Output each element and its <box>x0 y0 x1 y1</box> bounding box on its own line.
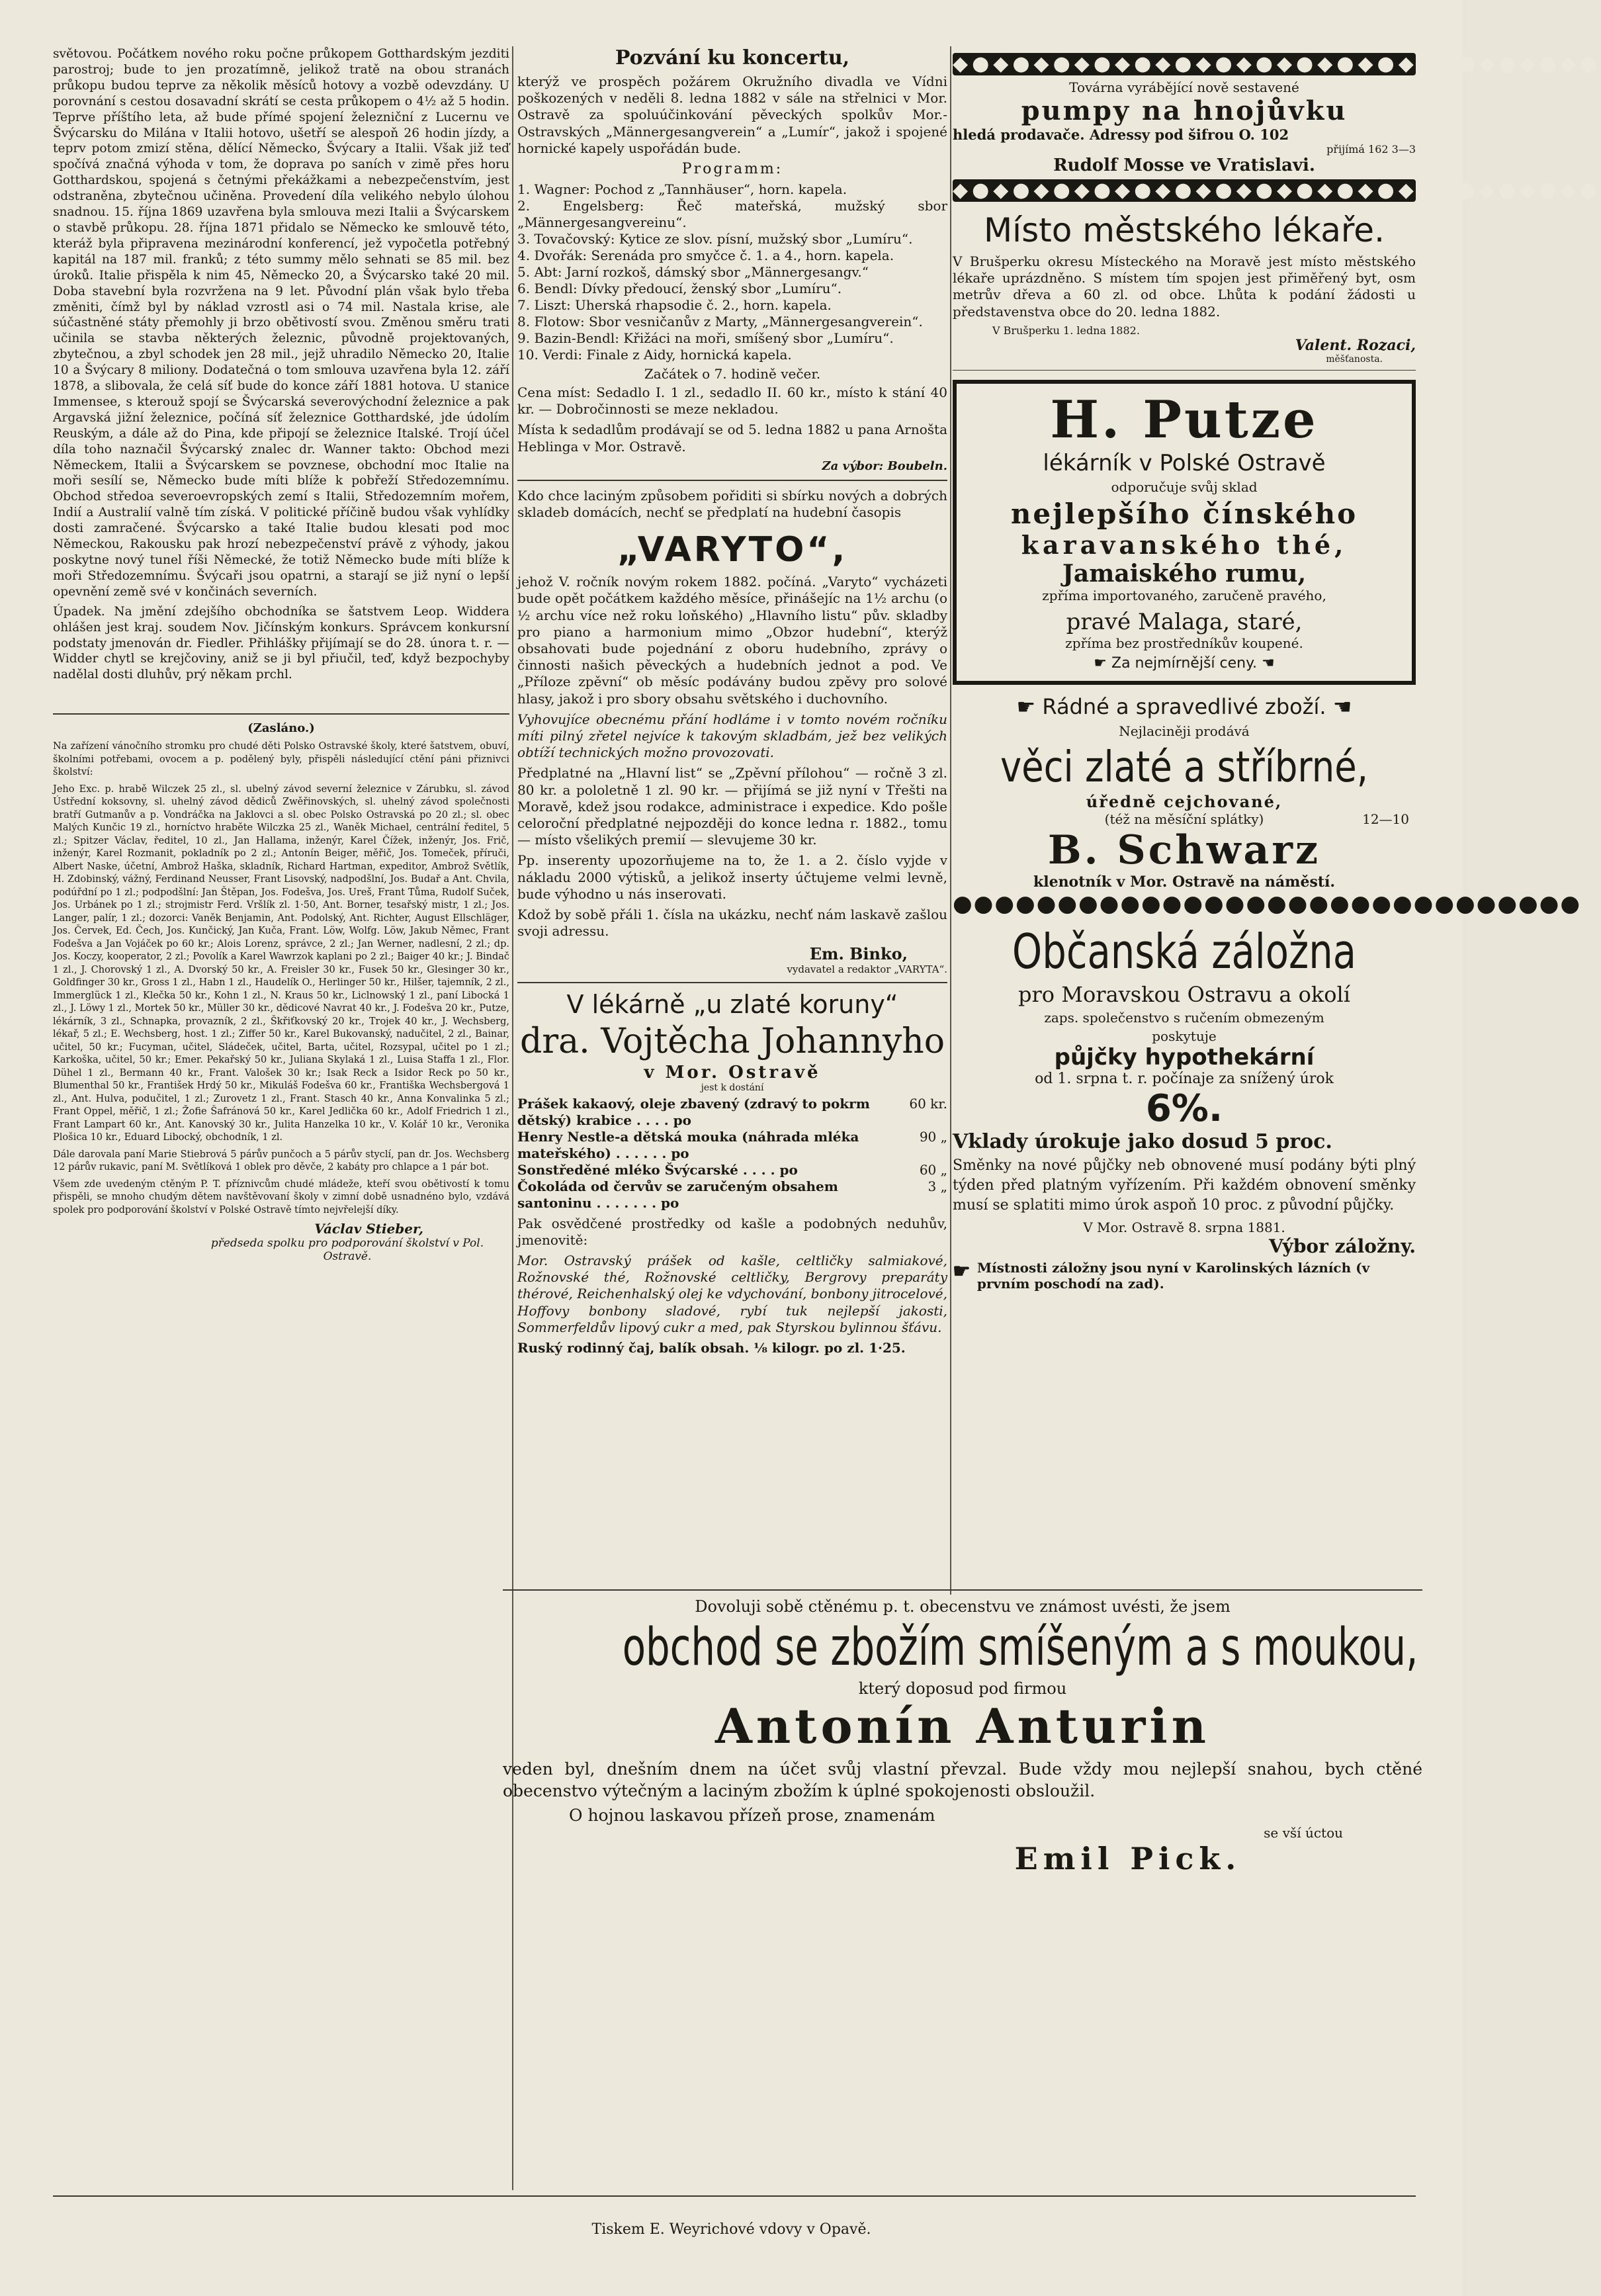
article-gotthard: světovou. Počátkem nového roku počne průkopem Gotthardským jezditi parostroj; bude to jen prozatímně, jelikož tratě na obou stranách průkopu budou teprve za několik měsíců hotovy a vozbě odevzdány. U porovnání s cestou dosavadní skrátí se cesta průkopem o 4½ až 5 hodin. Teprve příštího leta, až bude přímé spojení železniční z Lucernu ve Švýcarsku do Milána v Italii hotovo, ušetří se alespoň 26 hodin jízdy, a teprv potom zmizí stěna, dělící Německo, Švýcary a Italii. Však již teď spočívá značná výhoda v tom, že doprava po saních v zimě přes horu Gotthardskou, spojená s četnými překážkami a nebezpečenstvím, jest odstraněna, zbytečnou učiněna. Provedení díla velikého nebylo úlohou snadnou. 15. října 1869 uzavřena byla smlouva mezi Italii a Švýcarskem o stavbě průkopu. 28. října 1871 přidalo se Německo ke smlouvě této, kteráž byla připravena mezinárodní konferencí, jež vypočetla potřebný kapitál na 187 mil. franků; z této summy mělo sehnati se 85 mil. bez úroků. Italie přispěla k nim 45, Německo 20, a Švýcarsko také 20 mil. Doba stavební byla rozvržena na 9 let. Původní plán však bylo třeba změniti, čímž byl by náklad vzrostl asi o 74 mil. Nastala krise, ale súčastněné státy přemohly ji brzo obětivostí svou. Změnou směru trati učinila se stavba některých železnic, původně projektovaných, zbytečnou, a zbyl schodek jen 28 mil., jejž uhradilo Německo 20, Italie 10 a Švýcary 8 miliony. Dodatečná o tom smlouva uzavřena byla 12. září 1878, a slibovala, že celá síť bude do konce září 1881 hotova. U stanice Immensee, s kterouž spojí se Švýcarská severovýchodní železnice a pak Argavská jižní železnice, počíná síť železnice Gotthardské, jde údolím Reuským, a dále až do Pina, kde připojí se železnice Italské. Trojí účel díla toho naznačil Švýcarský znalec dr. Wanner takto: Obchod mezi Německem, Italii a Švýcarskem se povznese, obchodní moc Italie na moři sesílí se, Německo bude míti blíže k pobřeží Středozemnímu. Obchod středoa severoevropských zemí s Italii, Středozemním mořem, Indií a Australií valně tím získá. V politické příčině budou však vyhlídky dosti zamračené. Švýcarsko a také Italie budou klesati pod moc Německou, Rakousku pak hrozí nebezpečenství právě z výhody, jakou poskytne nový tunel říši Německé, že totiž Německo bude míti blíže k moři Středozemnímu. Švýcaři jsou opatrni, a starají se již nyní o lepší opevnění země své v končinách severních. <box>53 47 509 599</box>
schwarz-big: věci zlaté a stříbrné, <box>1000 742 1369 792</box>
varyto-title: „VARYTO“, <box>617 530 848 570</box>
bank-line3: poskytuje <box>1152 1028 1217 1044</box>
bank-sig: Výbor záložny. <box>1268 1235 1416 1257</box>
price-value: 3 „ <box>928 1178 947 1194</box>
putze-line1: lékárník v Polské Ostravě <box>1043 449 1326 476</box>
zaslano-donors: Jeho Exc. p. hrabě Wilczek 25 zl., sl. ubelný závod severní železnice v Zárubku, sl. závod Ústřední koksovny, sl. uhelný závod dědiců Zwěřinovských, sl. uhelný závod společnosti bratří Gutmanův a p. Vondráčka na Jaklovci a sl. obec Polsko Ostravská po 20 zl.; sl. obec Malých Kunčic 19 zl., horníctvo hraběte Wilczka 25 zl., Waněk Michael, centrální ředitel, 5 zl.; Spitzer Václav, ředitel, 10 zl., Jan Hallama, inženýr, Karel Čížek, inženýr, Jos. Frič, inženýr, Karel Rozmanit, pokladník po 2 zl.; Antonín Beiger, měřič, Jos. Tomeček, příruči, Albert Naske, účetní, Ambrož Haška, skladník, Richard Hartman, expeditor, Ambrož Světlík, H. Zdobinský, vážný, Ferdinand Neusser, Frant Lisovský, nadpodšlní, Jos. Budař a Ant. Chvila, podúřdní po 1 zl.; podpodšlní: Jan Štěpan, Jos. Fodešva, Jos. Ureš, Frant Tůma, Rudolf Suček, Jos. Urbánek po 1 zl.; strojmistr Ferd. Vršlík zl. 1·50, Ant. Borner, tesařský mistr, 1 zl.; Jos. Langer, palír, 1 zl.; dozorci: Vaněk Benjamin, Ant. Podolský, Ant. Richter, August Ellschläger, Jos. Červek, Ed. Čech, Jos. Kunčický, Jan Kuča, Frant. Löw, Wolfg. Löw, Jakub Němec, Frant Fodešva a Jan Vojáček po 60 kr.; Alois Lorenz, správce, 2 zl.; Jan Werner, nadlesní, 2 zl.; dp. Jos. Koczy, kooperator, 2 zl.; Povolík a Karel Wawrzok kaplani po 2 zl.; Baiger 40 kr.; J. Bindač 1 zl., J. Chorovský 1 zl., A. Dvorský 50 kr., A. Freisler 30 kr., Fusek 50 kr., Glesinger 30 kr., Goldfinger 30 kr., Gross 1 zl., Habn 1 zl., Haudelík O., Herlinger 50 kr., Hilšer, tajemník, 2 zl., Immerglück 1 zl., Klečka 50 kr., Kohn 1 zl., N. Kraus 50 kr., Liclnowský 1 zl., paní Libocká 1 zl., J. Löwy 1 zl., Mortek 50 kr., Müller 30 kr., dědicové Navrat 40 kr., J. Fodešva 20 kr., Putze, lékárník, 3 zl., Schnapka, provazník, 2 zl., Škřiťkovský 20 kr., Trojek 40 kr., J. Wechsberg, lékař, 5 zl.; E. Wechsberg, host. 1 zl.; Ziffer 50 kr., Karel Bukovanský, nadučitel, 2 zl., Bainar, učitel, 50 kr.; Fucyman, učitel, Sládeček, učitel, Barta, učitel, Rozsypal, učitel po 1 zl.; Karkoška, učitel, 50 kr.; Emer. Pekařský 50 kr., Juliana Skylaká 1 zl., Luisa Staffa 1 zl., Flor. Dühel 1 zl., Bermann 40 kr., Frant. Valošek 30 kr.; Isak Reck a Isidor Reck po 50 kr., Blumenthal 50 kr., František Hrdý 50 kr., Mikuláš Fodešva 60 kr., Františka Wechsbergová 1 zl., Ant. Hulva, podučitel, 1 zl.; Zurovetz 1 zl., Frant. Stasch 40 kr., Anna Konvalinka 5 zl.; Frant Oppel, měřič, 1 zl.; Žofie Šafránová 50 kr., Karel Jedlička 60 kr., Adolf Friedrich 1 zl., Frant Lampart 60 kr., Ant. Kanovský 30 kr., Julita Hanzelka 10 kr., V. Kolář 10 kr., Veronika Plošica 10 kr., Eduard Libocký, obchodník, 1 zl. <box>53 783 509 1143</box>
putze-line2: odporučuje svůj sklad <box>1111 478 1258 495</box>
pointing-hand-icon: ☛ <box>953 1259 971 1283</box>
program-item: 6. Bendl: Dívky předoucí, ženský sbor „Lumíru“. <box>517 281 842 297</box>
pumpy-line3: přijímá 162 3—3 <box>1326 143 1416 155</box>
putze-line3: nejlepšího čínského <box>1010 497 1358 530</box>
bottom-rule <box>53 2195 1416 2197</box>
pharmacy-head: V lékárně „u zlaté koruny“ <box>566 989 898 1019</box>
divider <box>53 713 509 715</box>
bank-date: V Mor. Ostravě 8. srpna 1881. <box>1083 1219 1285 1235</box>
zaslano-gifts: Dále darovala paní Marie Stiebrová 5 párův punčoch a 5 párův styclí, pan dr. Jos. Wechsberg 12 párův rukavic, paní M. Světlíková 1 oblek pro děvče, 2 kabáty pro chlapce a 1 pár bot. <box>53 1149 509 1173</box>
ornament-band: ◆●◆●◆●◆●◆●◆●◆●◆●◆●◆●◆●◆●◆●◆●◆●◆● <box>953 52 1601 75</box>
bank-location: Místnosti záložny jsou nyní v Karolinských lázních (v prvním poschodí na zad). <box>976 1259 1370 1292</box>
doctor-sig: Valent. Rozaci, <box>1295 336 1416 354</box>
putze-line9-row <box>966 655 1403 672</box>
varyto-ad <box>517 488 947 975</box>
putze-line5: Jamaiského rumu, <box>1062 559 1307 588</box>
zaslano-title: (Zasláno.) <box>247 721 315 736</box>
anturin-respect: se vší úctou <box>1264 1825 1343 1841</box>
program-list <box>517 181 947 363</box>
divider <box>517 480 947 481</box>
price-item: Čokoláda od červův se zaručeným obsahem santoninu . . . . . . . po <box>517 1178 838 1211</box>
concert-start: Začátek o 7. hodině večer. <box>644 366 821 382</box>
column-middle <box>517 46 947 1360</box>
pharmacy-available: jest k dostání <box>701 1082 764 1093</box>
pumpy-line1: Továrna vyrábějící nově sestavené <box>1069 79 1299 95</box>
schwarz-line1: úředně cejchované, <box>1086 791 1283 811</box>
article-upadek: Úpadek. Na jmění zdejšího obchodníka se šatstvem Leop. Widdera ohlášen jest kraj. soudem Nov. Jičínským konkurs. Správcem konkursní podstaty jmenován dr. Fiedler. Přihlášky přijímají se do 28. února t. r. — Widder chytl se krejčoviny, aniž se ji byl přiučil, teď, když bezpochyby nadělal dosti dluhův, prý někam prchl. <box>53 604 509 682</box>
varyto-body3: Předplatné na „Hlavní list“ se „Zpěvní přílohou“ — ročně 3 zl. 80 kr. a pololetně 1 zl. 90 kr. — přijímá se již nyní v Třešti na Moravě, kdež jsou rodakce, administrace i expedice. Kdo pošle celoroční předplatné nejpozději do konce ledna r. 1882., tomu — místo všelikých premií — slevujeme 30 kr. <box>517 765 947 848</box>
zaslano-section <box>53 740 509 1217</box>
pharmacy-tea: Ruský rodinný čaj, balík obsah. ⅛ kilogr. po zl. 1·25. <box>517 1339 906 1356</box>
varyto-body5: Kdož by sobě přáli 1. čísla na ukázku, nechť nám laskavě zašlou svoji adressu. <box>517 906 947 940</box>
ornament-dots: ●●●●●●●●●●●●●●●●●●●●●●●●●●●●●● <box>953 890 1582 917</box>
program-item: 5. Abt: Jarní rozkoš, dámský sbor „Männergesangv.“ <box>517 264 869 281</box>
schwarz-head-row <box>953 694 1416 719</box>
schwarz-sub: Nejlaciněji prodává <box>1119 723 1250 739</box>
concert-ad <box>517 46 947 473</box>
price-row <box>517 1129 947 1162</box>
varyto-sig: Em. Binko, <box>809 944 908 963</box>
bank-line1: pro Moravskou Ostravu a okolí <box>1018 981 1350 1007</box>
pharmacy-remedies: Mor. Ostravský prášek od kašle, celtličky salmiakové, Rožnovské thé, Rožnovské celtličky, Bergrovy preparáty thérové, Reichenhalský olej ke vdychování, bonbony jitrocelové, Hoffovy bonbony sladové, rybí tuk nejlepší jakosti, Sommerfeldův lipový cukr a med, pak Styrskou bylinnou šťávu. <box>517 1252 947 1335</box>
price-item: Henry Nestle-a dětská mouka (náhrada mléka mateřského) . . . . . . po <box>517 1128 859 1161</box>
divider <box>503 1589 1422 1591</box>
pharmacy-remedies-intro: Pak osvědčené prostředky od kašle a podobných neduhův, jmenovitě: <box>517 1215 947 1248</box>
concert-intro: kterýž ve prospěch požárem Okružního divadla ve Vídni poškozených v neděli 8. ledna 1882 v sále na střelnici v Mor. Ostravě za spoluúčinkování pěveckých spolkův Mor.-Ostravských „Männergesangverein“ a „Lumír“, jakož i spojené hornické kapely uspořádán bude. <box>517 73 947 156</box>
doctor-date: V Brušperku 1. ledna 1882. <box>992 324 1140 337</box>
anturin-closing: O hojnou laskavou přízeň prose, znamenám <box>569 1806 935 1825</box>
program-item: 9. Bazin-Bendl: Křižáci na moři, smíšený sbor „Lumíru“. <box>517 330 894 347</box>
varyto-lead: Kdo chce laciným způsobem pořiditi si sbírku nových a dobrých skladeb domácích, nechť se předplatí na hudební časopis <box>517 487 947 521</box>
pumpy-line2: hledá prodavače. Adressy pod šifrou O. 102 <box>953 126 1289 143</box>
concert-prices: Cena míst: Sedadlo I. 1 zl., sedadlo II. 60 kr., místo k stání 40 kr. — Dobročinnosti se meze nekladou. <box>517 384 947 418</box>
price-value: 60 „ <box>919 1161 947 1178</box>
bank-line5: od 1. srpna t. r. počínaje za snížený úrok <box>1035 1070 1334 1087</box>
schwarz-line3: klenotník v Mor. Ostravě na náměstí. <box>1033 873 1336 891</box>
pointing-hand-icon: ☛ <box>1094 654 1112 672</box>
pharmacy-ad <box>517 990 947 1357</box>
column-left <box>53 46 509 1263</box>
anturin-body: veden byl, dnešním dnem na účet svůj vlastní převzal. Bude vždy mou nejlepší snahou, bych ctěné obecenstvo výtečným a laciným zbožím k úplné spokojenosti obsloužil. <box>503 1759 1422 1800</box>
putze-line8: zpříma bez prostředníkův koupené. <box>1065 635 1303 651</box>
pumpy-title: pumpy na hnojůvku <box>1021 95 1348 126</box>
pumpy-ad <box>953 79 1416 175</box>
concert-committee: Za výbor: Boubeln. <box>822 459 947 473</box>
putze-name: H. Putze <box>1050 389 1319 450</box>
price-row <box>517 1096 947 1129</box>
doctor-ad <box>953 211 1416 365</box>
pharmacy-name: dra. Vojtěcha Johannyho <box>519 1021 945 1061</box>
bank-line4: půjčky hypothekární <box>1054 1043 1315 1071</box>
program-item: 3. Tovačovský: Kytice ze slov. písní, mužský sbor „Lumíru“. <box>517 231 913 247</box>
bank-title: Občanská záložna <box>1012 923 1357 979</box>
bank-deposits: Vklady úrokuje jako dosud 5 proc. <box>953 1129 1332 1153</box>
varyto-body4: Pp. inserenty upozorňujeme na to, že 1. a 2. číslo vyjde v nákladu 2000 výtisků, a jelikož inserty účtujeme velmi levně, bude výhodno u nás inserovati. <box>517 852 947 902</box>
schwarz-name: B. Schwarz <box>1047 826 1321 873</box>
schwarz-ad <box>953 694 1416 891</box>
doctor-body: V Brušperku okresu Místeckého na Moravě jest místo městského lékaře uprázdněno. S místem tím spojen jest přiměřený byt, osm metrův dřeva a 60 zl. od obce. Lhůta k podání žádosti u představenstva obce do 20. ledna 1882. <box>953 253 1416 320</box>
putze-line7: pravé Malaga, staré, <box>1066 608 1303 635</box>
bank-body: Směnky na nové půjčky neb obnovené musí podány býti plný týden před platným vyřízením. Při každém obnovení směnky musí se splatiti mimo úrok aspoň 10 proc. z původní půjčky. <box>953 1157 1416 1214</box>
pointing-hand-icon: ☚ <box>1326 693 1352 719</box>
pharmacy-place: v Mor. Ostravě <box>644 1062 821 1082</box>
anturin-ad <box>503 1589 1422 1877</box>
concert-tickets: Místa k sedadlům prodávají se od 5. ledna 1882 u pana Arnošta Heblinga v Mor. Ostravě. <box>517 421 947 455</box>
pharmacy-items <box>517 1096 947 1212</box>
pointing-hand-icon: ☚ <box>1256 654 1275 672</box>
column-rule <box>950 46 951 1595</box>
doctor-title: Místo městského lékaře. <box>984 211 1385 249</box>
program-item: 7. Liszt: Uherská rhapsodie č. 2., horn. kapela. <box>517 297 832 314</box>
signature: Václav Stieber, <box>314 1221 423 1237</box>
bank-line2: zaps. společenstvo s ručením obmezeným <box>1044 1009 1324 1026</box>
divider <box>517 982 947 983</box>
putze-ad <box>953 380 1416 685</box>
schwarz-ref: 12—10 <box>1362 811 1409 827</box>
concert-title: Pozvání ku koncertu, <box>615 46 850 69</box>
putze-line6: zpříma importovaného, zaručeně pravého, <box>1042 587 1326 603</box>
program-item: 1. Wagner: Pochod z „Tannhäuser“, horn. kapela. <box>517 181 847 198</box>
divider <box>953 370 1416 371</box>
schwarz-head: Rádné a spravedlivé zboží. <box>1042 693 1326 719</box>
varyto-body2: Vyhovujíce obecnému přání hodláme i v tomto novém ročníku míti pilný zřetel nejvíce k takovým skladbám, jež bez velikých obtíží technických možno provozovati. <box>517 711 947 761</box>
putze-line4: karavanského thé, <box>1021 529 1348 560</box>
program-item: 8. Flotow: Sbor vesničanův z Marty, „Männergesangverein“. <box>517 314 923 330</box>
putze-line9: Za nejmírnější ceny. <box>1111 654 1257 672</box>
zaslano-thanks: Všem zde uvedeným ctěným P. T. příznivcům chudé mládeže, kteří svou obětivostí k tomu přispěli, se mnoho chudým dětem navštěvovaní školy v zimní době usnadnéno bylo, vzdává spolek pro podporování školství v Polské Ostravě tímto nejvřelejší díky. <box>53 1178 509 1215</box>
column-right <box>953 52 1601 1292</box>
anturin-firm: Antonín Anturin <box>714 1698 1211 1754</box>
price-row <box>517 1162 947 1178</box>
zaslano-intro: Na zařízení vánočního stromku pro chudé děti Polsko Ostravské školy, které šatstvem, obuví, školními potřebami, ovocem a p. podělený byly, přispěli následující ctění páni přiznivci školství: <box>53 741 509 778</box>
bank-location-row <box>953 1260 1416 1292</box>
pointing-hand-icon: ☛ <box>1016 693 1043 719</box>
anturin-big: obchod se zbožím smíšeným a s moukou, <box>622 1618 1418 1677</box>
program-item: 2. Engelsberg: Řeč mateřská, mužský sbor „Männergesangvereinu“. <box>517 198 947 231</box>
price-value: 90 „ <box>919 1128 947 1145</box>
price-item: Sonstředěné mléko Švýcarské . . . . po <box>517 1161 798 1178</box>
price-row <box>517 1178 947 1212</box>
bank-rate: 6%. <box>1145 1086 1223 1130</box>
price-item: Prášek kakaový, oleje zbavený (zdravý to pokrm dětský) krabice . . . . po <box>517 1095 870 1128</box>
anturin-intro: Dovoluji sobě ctěnému p. t. obecenstvu ve známost uvésti, že jsem <box>695 1597 1231 1616</box>
varyto-sig-role: vydavatel a redaktor „VARYTA“. <box>787 963 947 975</box>
schwarz-line2-row <box>953 811 1416 827</box>
anturin-sig: Emil Pick. <box>1014 1841 1242 1877</box>
program-title: Programm: <box>681 161 783 178</box>
anturin-line2: který doposud pod firmou <box>858 1679 1067 1698</box>
signature-role: předseda spolku pro podporování školství v Pol. Ostravě. <box>210 1237 484 1264</box>
price-value: 60 kr. <box>909 1095 947 1112</box>
bank-ad <box>953 924 1416 1292</box>
program-item: 4. Dvořák: Serenáda pro smyčce č. 1. a 4., horn. kapela. <box>517 247 894 264</box>
ornament-band: ◆●◆●◆●◆●◆●◆●◆●◆●◆●◆●◆●◆●◆●◆●◆●◆● <box>953 179 1601 202</box>
program-item: 10. Verdi: Finale z Aidy, hornická kapela. <box>517 347 792 363</box>
imprint: Tiskem E. Weyrichové vdovy v Opavě. <box>591 2221 871 2238</box>
pumpy-agent: Rudolf Mosse ve Vratislavi. <box>1053 155 1315 175</box>
varyto-body1: jehož V. ročník novým rokem 1882. počíná. „Varyto“ vycházeti bude opět počátkem každého měsíce, přinášejíc na 1½ archu (o ½ archu více než roku loňského) „Hlavního listu“ pův. skladby pro piano a harmonium mimo „Obzor hudební“, kterýž obsahovati bude pojednání z oboru hudebního, zprávy o činnosti našich pěveckých a hudebních jednot a pod. Ve „Příloze zpěvní“ ob měsíc podávány budou zpěvy pro solové hlasy, jakož i pro sbory obsahu světského i duchovního. <box>517 574 947 707</box>
schwarz-line2: (též na měsíční splátky) <box>1104 811 1264 827</box>
doctor-sig-role: měšťanosta. <box>1326 353 1383 365</box>
